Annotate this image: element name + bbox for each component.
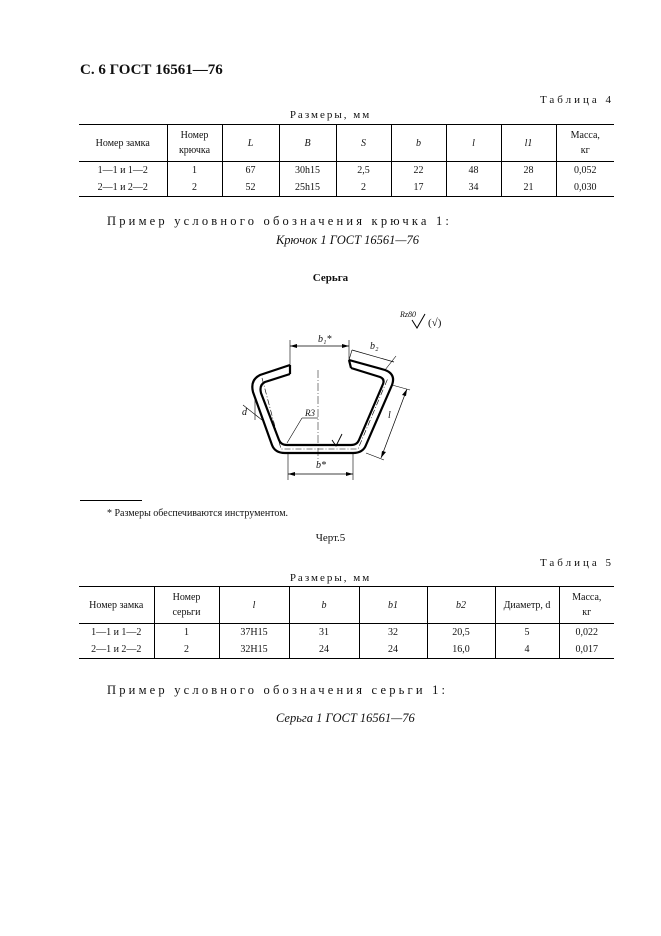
table4-col-lock: Номер замка <box>79 125 167 162</box>
table4-cell: 28 <box>501 162 556 180</box>
table4-cell: 0,052 <box>556 162 614 180</box>
table4-cell: 2,5 <box>336 162 391 180</box>
table5-cell: 24 <box>359 641 427 659</box>
table5-cell: 31 <box>289 624 359 642</box>
table4-cell: 1—1 и 1—2 <box>97 165 148 176</box>
table4-col-B: B <box>279 125 336 162</box>
example-earring-label: Пример условного обозначения серьги 1: <box>107 683 449 697</box>
table5-col-lock: Номер замка <box>79 587 154 624</box>
table5-cell: 2—1 и 2—2 <box>79 641 154 659</box>
drawing-title: Серьга <box>312 272 349 284</box>
label-b: b* <box>316 460 326 471</box>
table5-cell: 32H15 <box>219 641 289 659</box>
figure-caption: Черт.5 <box>315 532 346 544</box>
table-row <box>79 624 614 642</box>
table5-dims-caption: Размеры, мм <box>289 572 372 584</box>
earring-drawing <box>225 300 455 485</box>
table4-col-S: S <box>336 125 391 162</box>
table4-cell: 67 <box>222 162 279 180</box>
label-d: d <box>242 407 247 418</box>
table5-col-b2: b2 <box>427 587 495 624</box>
table5-cell: 32 <box>359 624 427 642</box>
table4-cell: 25h15 <box>279 179 336 197</box>
table5-col-b: b <box>289 587 359 624</box>
table4-cell: 34 <box>446 179 501 197</box>
footnote: * Размеры обеспечиваются инструментом. <box>107 508 289 519</box>
table4-cell: 48 <box>446 162 501 180</box>
table4-col-b: b <box>391 125 446 162</box>
label-roughness: Rz80 <box>400 310 416 319</box>
table4 <box>79 124 614 197</box>
table5-col-earring: Номер серьги <box>154 587 219 624</box>
earring-outline-inner <box>261 368 384 445</box>
label-l: l <box>388 410 391 421</box>
table4-cell: 2 <box>167 179 222 197</box>
table5-col-l: l <box>219 587 289 624</box>
table5 <box>79 586 614 659</box>
table5-cell: 4 <box>495 641 559 659</box>
table4-col-L: L <box>222 125 279 162</box>
table4-cell: 21 <box>501 179 556 197</box>
table4-col-hook: Номер крючка <box>167 125 222 162</box>
table5-col-mass: Масса, кг <box>559 587 614 624</box>
table5-cell: 24 <box>289 641 359 659</box>
table5-cell: 2 <box>154 641 219 659</box>
label-b2: b₂ <box>370 341 379 352</box>
footnote-rule <box>80 500 142 501</box>
example-hook-designation: Крючок 1 ГОСТ 16561—76 <box>276 233 420 247</box>
example-hook-label: Пример условного обозначения крючка 1: <box>107 214 453 228</box>
table5-cell: 5 <box>495 624 559 642</box>
table4-col-l1: l1 <box>501 125 556 162</box>
table4-col-l: l <box>446 125 501 162</box>
table5-cell: 20,5 <box>427 624 495 642</box>
table5-cell: 0,017 <box>559 641 614 659</box>
table5-cell: 37H15 <box>219 624 289 642</box>
table5-cell: 0,022 <box>559 624 614 642</box>
table5-cell: 1 <box>154 624 219 642</box>
table5-col-b1: b1 <box>359 587 427 624</box>
label-r3: R3 <box>305 408 315 418</box>
table4-cell: 2 <box>336 179 391 197</box>
table4-col-mass: Масса, кг <box>556 125 614 162</box>
table4-caption: Таблица 4 <box>539 94 614 106</box>
table5-cell: 1—1 и 1—2 <box>91 627 142 638</box>
table4-cell: 52 <box>222 179 279 197</box>
table-row <box>79 179 614 197</box>
table5-caption: Таблица 5 <box>539 557 614 569</box>
table4-dims-caption: Размеры, мм <box>289 109 372 121</box>
example-earring-designation: Серьга 1 ГОСТ 16561—76 <box>276 711 415 725</box>
table-row <box>79 162 614 180</box>
label-roughness-general: (√) <box>428 317 442 329</box>
table4-cell: 22 <box>391 162 446 180</box>
page-header: С. 6 ГОСТ 16561—76 <box>80 62 223 78</box>
table-row <box>79 641 614 659</box>
label-b1: b₁* <box>318 334 332 345</box>
table5-cell: 16,0 <box>427 641 495 659</box>
table4-cell: 1 <box>167 162 222 180</box>
table4-cell: 30h15 <box>279 162 336 180</box>
table5-col-diameter: Диаметр, d <box>495 587 559 624</box>
table4-cell: 17 <box>391 179 446 197</box>
table4-cell: 2—1 и 2—2 <box>79 179 167 197</box>
table4-header-row <box>79 125 614 162</box>
table4-cell: 0,030 <box>556 179 614 197</box>
table5-header-row <box>79 587 614 624</box>
